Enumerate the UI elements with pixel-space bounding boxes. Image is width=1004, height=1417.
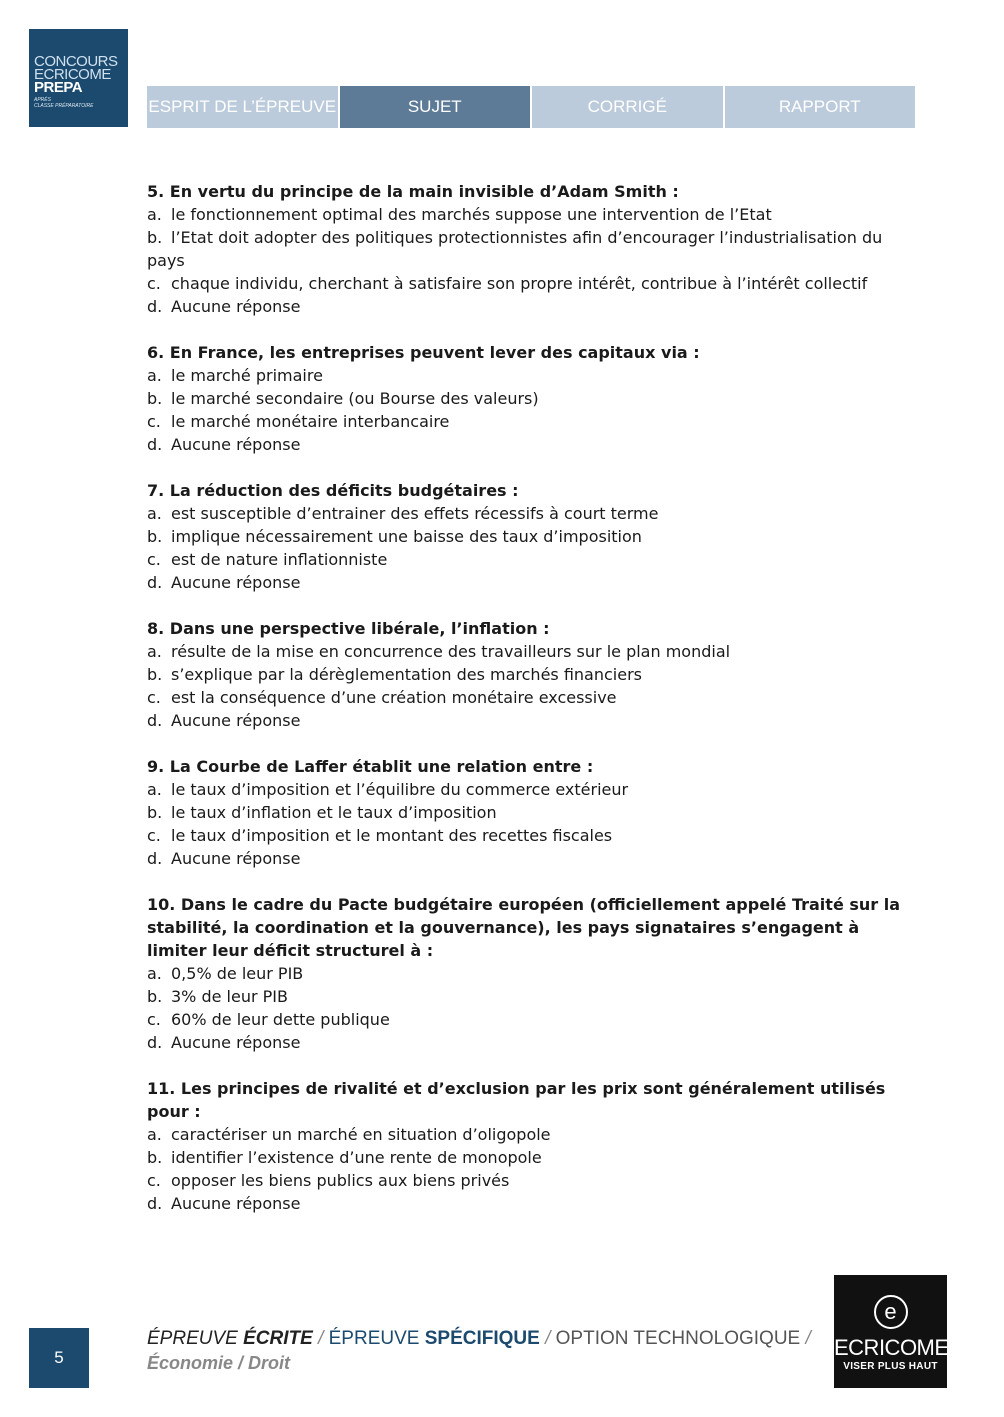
option-text: Aucune réponse [171, 711, 301, 730]
question-title: 7. La réduction des déficits budgétaires : [147, 481, 519, 500]
option-a [147, 778, 917, 801]
option-c [147, 272, 917, 295]
page-number: 5 [29, 1328, 89, 1388]
option-letter: c. [147, 550, 161, 569]
logo-line-prepa: PREPA [34, 79, 83, 96]
option-text: le taux d’imposition et l’équilibre du commerce extérieur [171, 780, 629, 799]
tab-sujet[interactable]: SUJET [340, 86, 531, 128]
footer-epreuve-specifique [329, 1328, 540, 1349]
option-letter: a. [147, 366, 162, 385]
option-letter: c. [147, 412, 161, 431]
option-letter: a. [147, 642, 162, 661]
option-text: l’Etat doit adopter des politiques protectionnistes afin d’encourager l’industrialisation du pays [147, 228, 883, 270]
option-letter: a. [147, 205, 162, 224]
option-d [147, 1031, 917, 1054]
option-letter: d. [147, 435, 163, 454]
question-11 [147, 1077, 917, 1215]
question-5 [147, 180, 917, 318]
option-letter: c. [147, 1171, 161, 1190]
option-d [147, 295, 917, 318]
option-d [147, 709, 917, 732]
logo-line-concours: CONCOURS [34, 53, 118, 70]
concours-logo [29, 29, 128, 127]
option-letter: d. [147, 1194, 163, 1213]
option-letter: d. [147, 711, 163, 730]
footer-ecrite-word: ÉCRITE [243, 1328, 313, 1349]
question-title: 10. Dans le cadre du Pacte budgétaire européen (officiellement appelé Traité sur la stabilité, la coordination et la gouvernance), les pays signataires s’engagent à limiter leur déficit structurel à : [147, 895, 901, 960]
option-letter: b. [147, 389, 163, 408]
option-b [147, 801, 917, 824]
option-letter: c. [147, 688, 161, 707]
option-letter: a. [147, 964, 162, 983]
option-letter: b. [147, 527, 163, 546]
footer-specifique-word: SPÉCIFIQUE [424, 1328, 540, 1349]
option-a [147, 1123, 917, 1146]
question-8 [147, 617, 917, 732]
brand-name: ECRICOME [834, 1335, 949, 1360]
option-c [147, 824, 917, 847]
option-text: Aucune réponse [171, 1194, 301, 1213]
tab-rapport[interactable]: RAPPORT [725, 86, 916, 128]
option-text: caractériser un marché en situation d’oligopole [171, 1125, 551, 1144]
option-a [147, 962, 917, 985]
option-b [147, 1146, 917, 1169]
tab-esprit[interactable]: ESPRIT DE L’ÉPREUVE [147, 86, 338, 128]
option-letter: b. [147, 803, 163, 822]
question-list [147, 180, 917, 1238]
question-6 [147, 341, 917, 456]
option-text: Aucune réponse [171, 435, 301, 454]
option-a [147, 203, 917, 226]
option-letter: d. [147, 1033, 163, 1052]
option-text: opposer les biens publics aux biens privés [171, 1171, 510, 1190]
option-letter: d. [147, 573, 163, 592]
option-letter: c. [147, 826, 161, 845]
question-title: 5. En vertu du principe de la main invisible d’Adam Smith : [147, 182, 679, 201]
footer-line-1 [147, 1326, 811, 1351]
option-text: le marché monétaire interbancaire [171, 412, 450, 431]
option-b [147, 226, 917, 272]
option-text: est la conséquence d’une création monétaire excessive [171, 688, 617, 707]
option-c [147, 1169, 917, 1192]
footer-subject: Économie / Droit [147, 1353, 291, 1373]
option-text: le marché secondaire (ou Bourse des valeurs) [171, 389, 539, 408]
option-b [147, 525, 917, 548]
option-text: Aucune réponse [171, 1033, 301, 1052]
option-a [147, 364, 917, 387]
option-text: implique nécessairement une baisse des taux d’imposition [171, 527, 642, 546]
logo-line-apres: APRÈS [34, 97, 51, 103]
question-title: 8. Dans une perspective libérale, l’inflation : [147, 619, 550, 638]
option-text: le taux d’inflation et le taux d’imposition [171, 803, 497, 822]
section-tabs [147, 86, 915, 128]
option-letter: b. [147, 665, 163, 684]
option-text: identifier l’existence d’une rente de monopole [171, 1148, 542, 1167]
option-c [147, 410, 917, 433]
option-c [147, 1008, 917, 1031]
option-d [147, 433, 917, 456]
option-letter: b. [147, 1148, 163, 1167]
option-text: le marché primaire [171, 366, 323, 385]
option-text: 3% de leur PIB [171, 987, 288, 1006]
option-letter: c. [147, 1010, 161, 1029]
option-a [147, 640, 917, 663]
option-c [147, 548, 917, 571]
option-letter: b. [147, 987, 163, 1006]
option-a [147, 502, 917, 525]
footer-epreuve2-word: ÉPREUVE [328, 1328, 420, 1349]
option-b [147, 985, 917, 1008]
option-text: chaque individu, cherchant à satisfaire son propre intérêt, contribue à l’intérêt collectif [171, 274, 868, 293]
footer-slash: / [805, 1328, 811, 1349]
question-9 [147, 755, 917, 870]
option-b [147, 387, 917, 410]
brand-tagline: VISER PLUS HAUT [843, 1361, 938, 1372]
footer-label [147, 1326, 811, 1376]
question-7 [147, 479, 917, 594]
option-letter: d. [147, 297, 163, 316]
option-letter: b. [147, 228, 163, 247]
option-text: résulte de la mise en concurrence des travailleurs sur le plan mondial [171, 642, 731, 661]
option-text: Aucune réponse [171, 849, 301, 868]
option-text: Aucune réponse [171, 297, 301, 316]
option-text: s’explique par la dérèglementation des marchés financiers [171, 665, 642, 684]
footer-slash: / [545, 1328, 551, 1349]
question-title: 6. En France, les entreprises peuvent lever des capitaux via : [147, 343, 700, 362]
option-text: est susceptible d’entrainer des effets récessifs à court terme [171, 504, 659, 523]
option-text: le fonctionnement optimal des marchés suppose une intervention de l’Etat [171, 205, 772, 224]
option-letter: a. [147, 504, 162, 523]
option-text: 0,5% de leur PIB [171, 964, 304, 983]
option-text: Aucune réponse [171, 573, 301, 592]
option-letter: c. [147, 274, 161, 293]
option-c [147, 686, 917, 709]
logo-line-ecricome: ECRICOME [34, 66, 111, 83]
option-letter: a. [147, 780, 162, 799]
option-b [147, 663, 917, 686]
ecricome-logo [834, 1275, 947, 1388]
ecricome-e-icon: e [874, 1295, 908, 1329]
option-letter: d. [147, 849, 163, 868]
option-d [147, 571, 917, 594]
footer-epreuve-ecrite [147, 1328, 313, 1349]
footer-option: OPTION TECHNOLOGIQUE [555, 1328, 801, 1349]
option-text: est de nature inflationniste [171, 550, 388, 569]
footer-epreuve-word: ÉPREUVE [147, 1328, 238, 1349]
logo-line-classe: CLASSE PRÉPARATOIRE [34, 103, 94, 109]
option-text: 60% de leur dette publique [171, 1010, 390, 1029]
footer-slash: / [318, 1328, 324, 1349]
question-10 [147, 893, 917, 1054]
option-d [147, 847, 917, 870]
question-title: 9. La Courbe de Laffer établit une relation entre : [147, 757, 594, 776]
tab-corrige[interactable]: CORRIGÉ [532, 86, 723, 128]
question-title: 11. Les principes de rivalité et d’exclusion par les prix sont généralement utilisés pour : [147, 1079, 886, 1121]
option-letter: a. [147, 1125, 162, 1144]
option-d [147, 1192, 917, 1215]
option-text: le taux d’imposition et le montant des recettes fiscales [171, 826, 613, 845]
